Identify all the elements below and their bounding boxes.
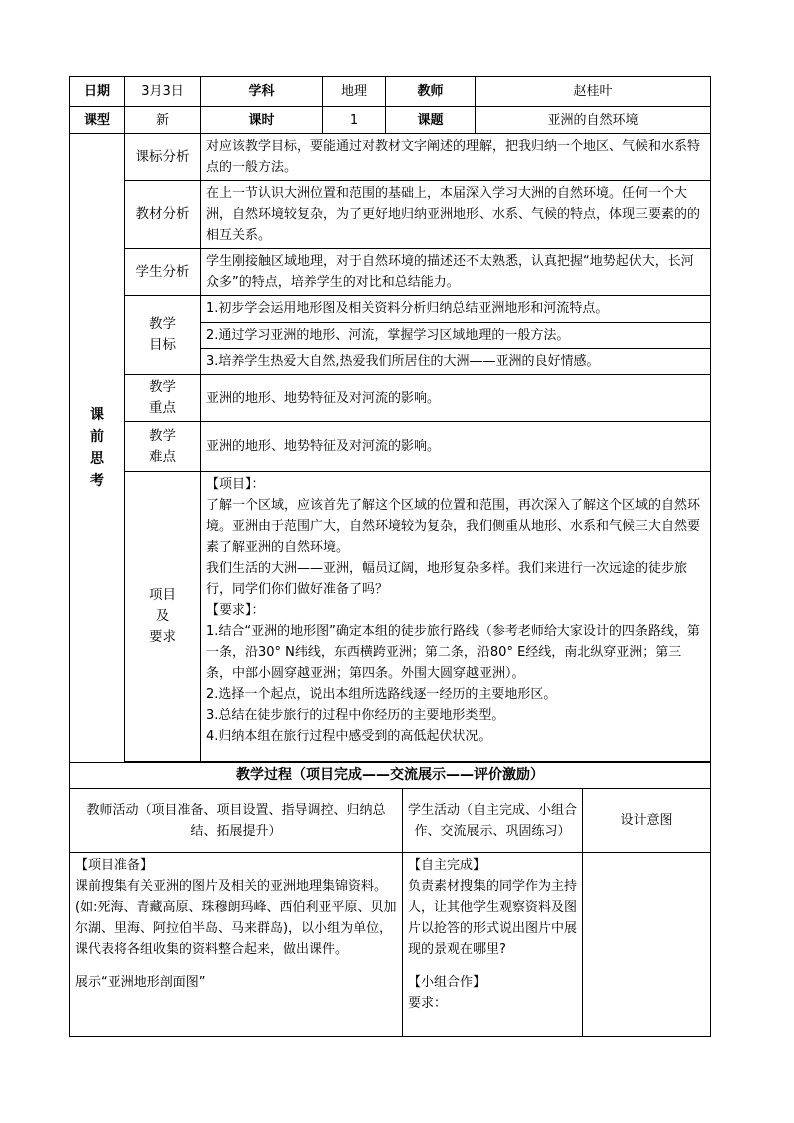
date-label: 日期 [70,77,125,107]
header-row-2 [70,107,711,134]
student-activity-cell [403,853,583,1037]
standard-row [70,134,711,181]
requirement-item: 4.归纳本组在旅行过程中感受到的高低起伏状况。 [206,729,492,744]
goal-item: 2.通过学习亚洲的地形、河流，掌握学习区域地理的一般方法。 [201,322,710,348]
project-prep-tag: 【项目准备】 [75,858,154,873]
material-row [70,181,711,249]
period-label: 课时 [201,107,323,134]
process-content-row [70,853,711,1037]
self-complete-tag: 【自主完成】 [408,858,487,873]
project-prep-text: 课前搜集有关亚洲的图片及相关的亚洲地理集锦资料。(如:死海、青藏高原、珠穆朗玛峰、西伯利亚平原、贝加尔湖、里海、阿拉伯半岛、马来群岛)，以小组为单位，课代表将各组收集的资料整合起来，做出课件。 [75,879,397,957]
student-activity-header: 学生活动（自主完成、小组合作、交流展示、巩固练习） [403,789,583,853]
process-header-row [70,789,711,853]
lesson-plan-sheet [69,76,710,1037]
design-intent-header: 设计意图 [583,789,711,853]
key-point-text: 亚洲的地形、地势特征及对河流的影响。 [201,375,711,422]
goals-label: 教学 目标 [125,296,201,375]
student-analysis-label: 学生分析 [125,249,201,296]
period-value: 1 [323,107,386,134]
process-title-row [70,763,711,789]
difficult-point-row [70,422,711,472]
header-row-1 [70,77,711,107]
material-text: 在上一节认识大洲位置和范围的基础上，本届深入学习大洲的自然环境。任何一个大洲，自然环境较复杂，为了更好地归纳亚洲地形、水系、气候的特点，体现三要素的的相互关系。 [201,181,711,249]
goal-item: 1.初步学会运用地形图及相关资料分析归纳总结亚洲地形和河流特点。 [201,296,710,322]
requirement-item: 1.结合“亚洲的地形图”确定本组的徒步旅行路线（参考老师给大家设计的四条路线，第一条，沿30° N纬线，东西横跨亚洲；第二条，沿80° E经线，南北纵穿亚洲；第三条，中部小圆穿越亚洲；第四条。外围大圆穿越亚洲）。 [206,624,700,681]
goals-list [201,296,711,375]
type-value: 新 [125,107,201,134]
date-value: 3月3日 [125,77,201,107]
student-analysis-text: 学生刚接触区域地理，对于自然环境的描述还不太熟悉，认真把握“地势起伏大，长河众多”的特点，培养学生的对比和总结能力。 [201,249,711,296]
pre-class-side-label: 课 前 思 考 [70,134,125,763]
process-table [69,788,711,1037]
group-work-tag: 【小组合作】 [408,975,487,990]
group-work-text: 要求： [408,996,448,1011]
project-paragraph: 我们生活的大洲——亚洲，幅员辽阔，地形复杂多样。我们来进行一次远途的徒步旅行，同学们你们做好准备了吗？ [206,561,688,597]
design-intent-cell [583,853,711,1037]
material-label: 教材分析 [125,181,201,249]
show-profile-text: 展示“亚洲地形剖面图” [75,975,206,990]
teacher-activity-cell [70,853,403,1037]
standard-text: 对应该教学目标，要能通过对教材文字阐述的理解，把我归纳一个地区、气候和水系特点的一般方法。 [201,134,711,181]
key-point-label: 教学 重点 [125,375,201,422]
teacher-value: 赵桂叶 [476,77,711,107]
key-point-row [70,375,711,422]
process-title: 教学过程（项目完成——交流展示——评价激励） [70,763,711,789]
difficult-point-label: 教学 难点 [125,422,201,472]
topic-value: 亚洲的自然环境 [476,107,711,134]
student-analysis-row [70,249,711,296]
project-text [201,472,711,762]
requirement-heading: 【要求】： [206,603,265,618]
goal-item: 3.培养学生热爱大自然,热爱我们所居住的大洲——亚洲的良好情感。 [206,353,600,369]
subject-label: 学科 [201,77,323,107]
requirement-item: 3.总结在徒步旅行的过程中你经历的主要地形类型。 [206,708,505,723]
project-label: 项目 及 要求 [125,472,201,762]
type-label: 课型 [70,107,125,134]
self-complete-text: 负责素材搜集的同学作为主持人，让其他学生观察资料及图片以抢答的形式说出图片中展现的景观在哪里? [408,879,578,957]
project-row [70,472,711,762]
standard-label: 课标分析 [125,134,201,181]
subject-value: 地理 [323,77,386,107]
topic-label: 课题 [386,107,476,134]
difficult-point-text: 亚洲的地形、地势特征及对河流的影响。 [201,422,711,472]
teacher-activity-header: 教师活动（项目准备、项目设置、指导调控、归纳总结、拓展提升） [70,789,403,853]
lesson-plan-table [69,76,711,789]
project-paragraph: 了解一个区域，应该首先了解这个区域的位置和范围，再次深入了解这个区域的自然环境。亚洲由于范围广大，自然环境较为复杂，我们侧重从地形、水系和气候三大自然要素了解亚洲的自然环境。 [206,498,701,555]
project-heading: 【项目】： [206,477,265,492]
goals-row [70,296,711,375]
teacher-label: 教师 [386,77,476,107]
requirement-item: 2.选择一个起点，说出本组所选路线逐一经历的主要地形区。 [206,687,557,702]
